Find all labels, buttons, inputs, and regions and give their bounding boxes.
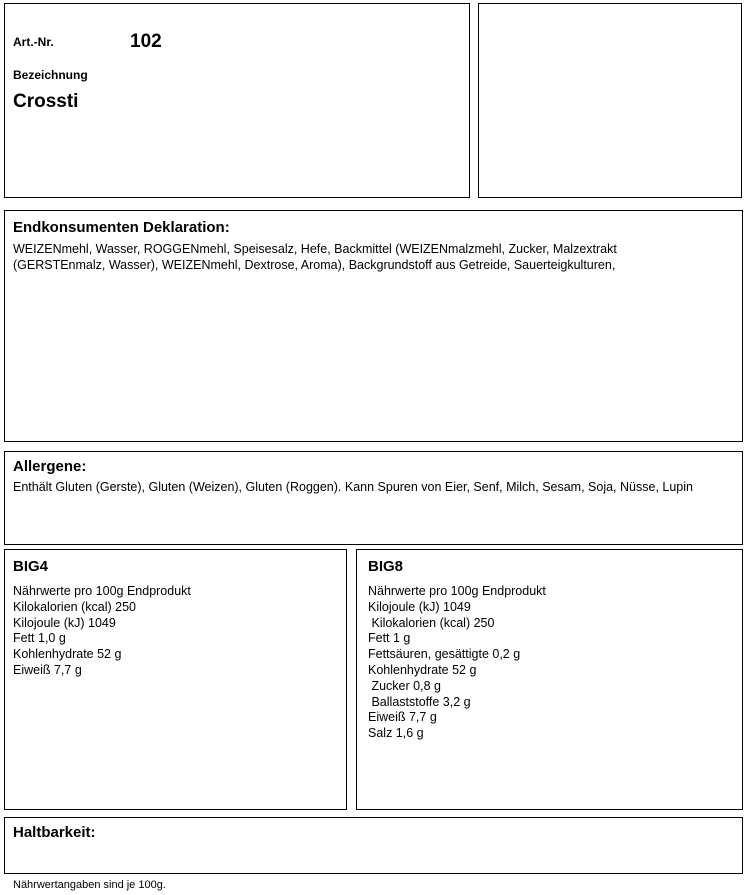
- big4-title: BIG4: [13, 558, 49, 575]
- deklaration-line: (GERSTEnmalz, Wasser), WEIZENmehl, Dextrose, Aroma), Backgrundstoff aus Getreide, Sauerteigkulturen,: [13, 258, 616, 272]
- big4-box: [4, 549, 347, 810]
- art-nr-value: 102: [130, 31, 162, 52]
- nutrition-line: Nährwerte pro 100g Endprodukt: [13, 584, 191, 598]
- bezeichnung-value: Crossti: [13, 91, 79, 112]
- nutrition-line: Kilokalorien (kcal) 250: [13, 599, 136, 614]
- nutrition-line: Eiweiß 7,7 g: [368, 710, 437, 725]
- nutrition-line: Kilojoule (kJ) 1049: [368, 599, 471, 614]
- haltbarkeit-title: Haltbarkeit:: [13, 824, 96, 841]
- nutrition-line: Nährwerte pro 100g Endprodukt: [368, 584, 546, 598]
- nutrition-line: Eiweiß 7,7 g: [13, 662, 82, 677]
- allergene-title: Allergene:: [13, 458, 87, 475]
- nutrition-line: Salz 1,6 g: [368, 726, 424, 741]
- image-box: [478, 3, 742, 198]
- deklaration-line: WEIZENmehl, Wasser, ROGGENmehl, Speisesalz, Hefe, Backmittel (WEIZENmalzmehl, Zucker, Malzextrakt: [13, 242, 617, 256]
- footer-note: Nährwertangaben sind je 100g.: [13, 879, 166, 891]
- allergene-box: [4, 451, 743, 545]
- nutrition-line: Fettsäuren, gesättigte 0,2 g: [368, 647, 521, 662]
- nutrition-line: Fett 1 g: [368, 631, 411, 646]
- nutrition-line: Kilojoule (kJ) 1049: [13, 615, 116, 630]
- big8-title: BIG8: [368, 558, 404, 575]
- deklaration-box: [4, 210, 743, 442]
- nutrition-line: Kohlenhydrate 52 g: [13, 647, 122, 662]
- big8-nutrition-list: [368, 584, 546, 742]
- deklaration-title: Endkonsumenten Deklaration:: [13, 219, 230, 236]
- big8-box: [356, 549, 743, 810]
- haltbarkeit-box: [4, 817, 743, 874]
- allergene-text: Enthält Gluten (Gerste), Gluten (Weizen), Gluten (Roggen). Kann Spuren von Eier, Senf, Milch, Sesam, Soja, Nüsse, Lupin: [13, 480, 693, 494]
- nutrition-line: Fett 1,0 g: [13, 631, 66, 646]
- nutrition-line: Ballaststoffe 3,2 g: [368, 694, 471, 709]
- nutrition-line: Zucker 0,8 g: [368, 678, 441, 693]
- bezeichnung-label: Bezeichnung: [13, 68, 88, 82]
- nutrition-line: Kohlenhydrate 52 g: [368, 662, 477, 677]
- header-box: [4, 3, 470, 198]
- big4-nutrition-list: [13, 584, 191, 679]
- nutrition-line: Kilokalorien (kcal) 250: [368, 615, 495, 630]
- art-nr-label: Art.-Nr.: [13, 35, 54, 49]
- deklaration-text: [13, 241, 738, 273]
